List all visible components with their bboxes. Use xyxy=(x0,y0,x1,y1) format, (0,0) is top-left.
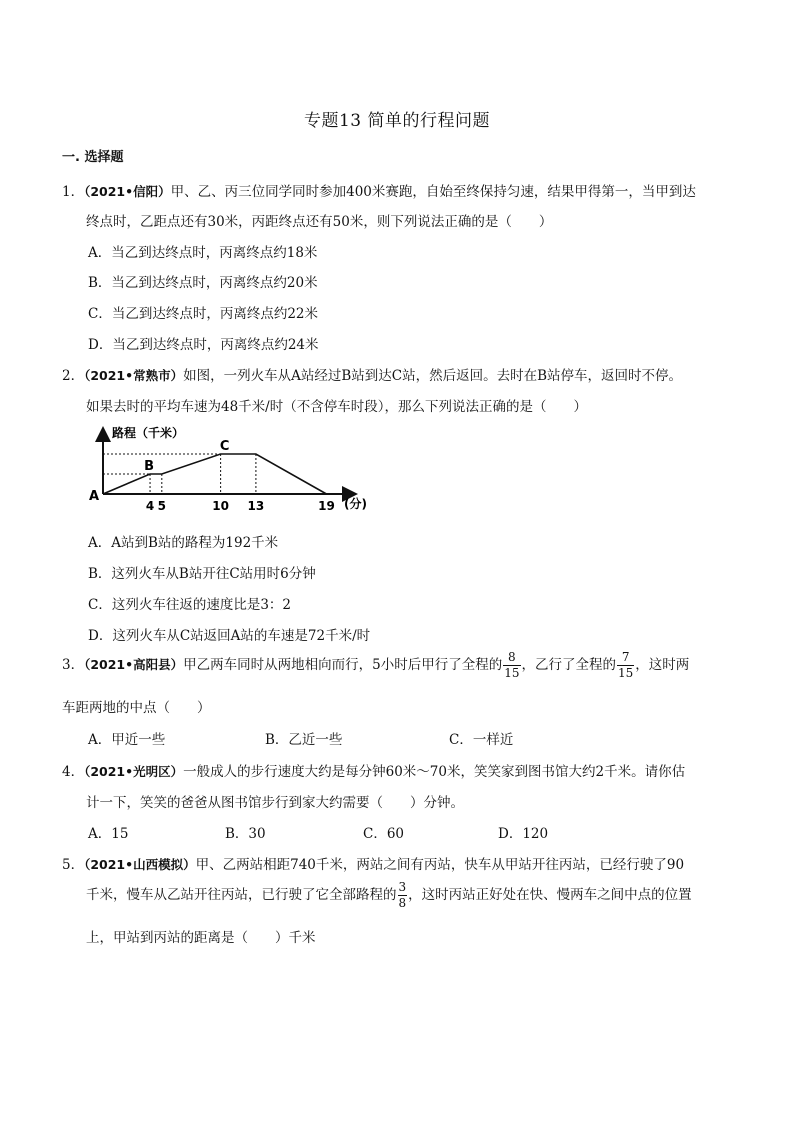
question-number: 1． xyxy=(62,184,85,200)
question-3-line-2: 车距两地的中点（ ） xyxy=(62,700,211,716)
fraction-7-15: $\frac{7}{15}$ xyxy=(618,650,634,680)
fraction-8-15: $\frac{8}{15}$ xyxy=(504,650,520,680)
question-2-line-1 xyxy=(62,364,682,384)
question-1-option-d: D．当乙到达终点时，丙离终点约24米 xyxy=(88,337,319,353)
question-4-line-1 xyxy=(62,760,685,780)
question-text: ，这时丙站正好处在快、慢两车之间中点的位置 xyxy=(408,887,692,903)
question-2-option-b: B．这列火车从B站开往C站用时6分钟 xyxy=(88,566,316,582)
question-source: （2021•信阳） xyxy=(84,184,171,199)
question-text: 甲、乙两站相距740千米，两站之间有丙站，快车从甲站开往丙站，已经行驶了90 xyxy=(195,857,685,873)
question-number: 2． xyxy=(62,368,85,384)
question-3-option-a: A．甲近一些 xyxy=(88,732,166,748)
question-text: 一般成人的步行速度大约是每分钟60米～70米，笑笑家到图书馆大约2千米。请你估 xyxy=(183,764,686,780)
question-2-option-c: C．这列火车往返的速度比是3：2 xyxy=(88,597,292,613)
x-tick-label: 10 xyxy=(212,499,229,513)
question-text: 如图，一列火车从A站经过B站到达C站，然后返回。去时在B站停车，返回时不停。 xyxy=(183,368,683,384)
question-text: 甲乙两车同时从两地相向而行，5小时后甲行了全程的 xyxy=(183,657,503,673)
question-1-line-1 xyxy=(62,180,696,200)
question-4-option-c: C．60 xyxy=(363,826,405,842)
question-4-line-2: 计一下，笑笑的爸爸从图书馆步行到家大约需要（ ）分钟。 xyxy=(86,795,464,811)
question-text: 千米，慢车从乙站开往丙站，已行驶了它全部路程的 xyxy=(86,887,397,903)
x-tick-label: 4 xyxy=(145,499,155,513)
question-text: ，乙行了全程的 xyxy=(521,657,616,673)
x-tick-label: 5 xyxy=(157,499,166,513)
question-2-option-d: D．这列火车从C站返回A站的车速是72千米/时 xyxy=(88,628,371,644)
fraction-3-8: $\frac{3}{8}$ xyxy=(398,880,407,910)
question-1-option-a: A．当乙到达终点时，丙离终点约18米 xyxy=(88,245,318,261)
question-source: （2021•高阳县） xyxy=(84,657,184,672)
x-axis-unit: (分) xyxy=(344,497,367,511)
question-source: （2021•光明区） xyxy=(84,764,184,779)
page-title: 专题13 简单的行程问题 xyxy=(303,111,491,131)
question-text: 甲、乙、丙三位同学同时参加400米赛跑，自始至终保持匀速，结果甲得第一，当甲到达 xyxy=(170,184,696,200)
question-4-option-b: B．30 xyxy=(225,826,266,842)
point-label-c: C xyxy=(219,439,230,454)
question-1-option-b: B．当乙到达终点时，丙离终点约20米 xyxy=(88,275,318,291)
question-3-line-1 xyxy=(62,650,689,681)
question-2-option-a: A．A站到B站的路程为192千米 xyxy=(88,535,279,551)
question-number: 3． xyxy=(62,657,85,673)
question-1-line-2: 终点时，乙距点还有30米，丙距终点还有50米，则下列说法正确的是（ ） xyxy=(86,214,553,230)
y-axis-label: 路程（千米） xyxy=(112,426,185,440)
question-3-option-b: B．乙近一些 xyxy=(265,732,343,748)
point-label-b: B xyxy=(144,459,155,474)
section-heading: 一. 选择题 xyxy=(62,150,124,165)
question-5-line-3: 上，甲站到丙站的距离是（ ）千米 xyxy=(86,930,316,946)
question-4-option-d: D．120 xyxy=(498,826,549,842)
question-source: （2021•常熟市） xyxy=(84,368,184,383)
x-tick-label: 13 xyxy=(247,499,265,513)
question-5-line-1 xyxy=(62,853,684,873)
question-5-line-2 xyxy=(86,880,692,911)
question-source: （2021•山西模拟） xyxy=(84,857,196,872)
question-3-option-c: C．一样近 xyxy=(449,732,514,748)
distance-time-chart xyxy=(88,424,382,516)
point-label-a: A xyxy=(88,489,100,504)
question-text: ，这时两 xyxy=(635,657,690,673)
question-4-option-a: A．15 xyxy=(88,826,129,842)
question-number: 5． xyxy=(62,857,85,873)
question-2-line-2: 如果去时的平均车速为48千米/时（不含停车时段），那么下列说法正确的是（ ） xyxy=(86,399,587,415)
x-tick-label: 19 xyxy=(318,499,335,513)
question-number: 4． xyxy=(62,764,85,780)
question-1-option-c: C．当乙到达终点时，丙离终点约22米 xyxy=(88,306,319,322)
